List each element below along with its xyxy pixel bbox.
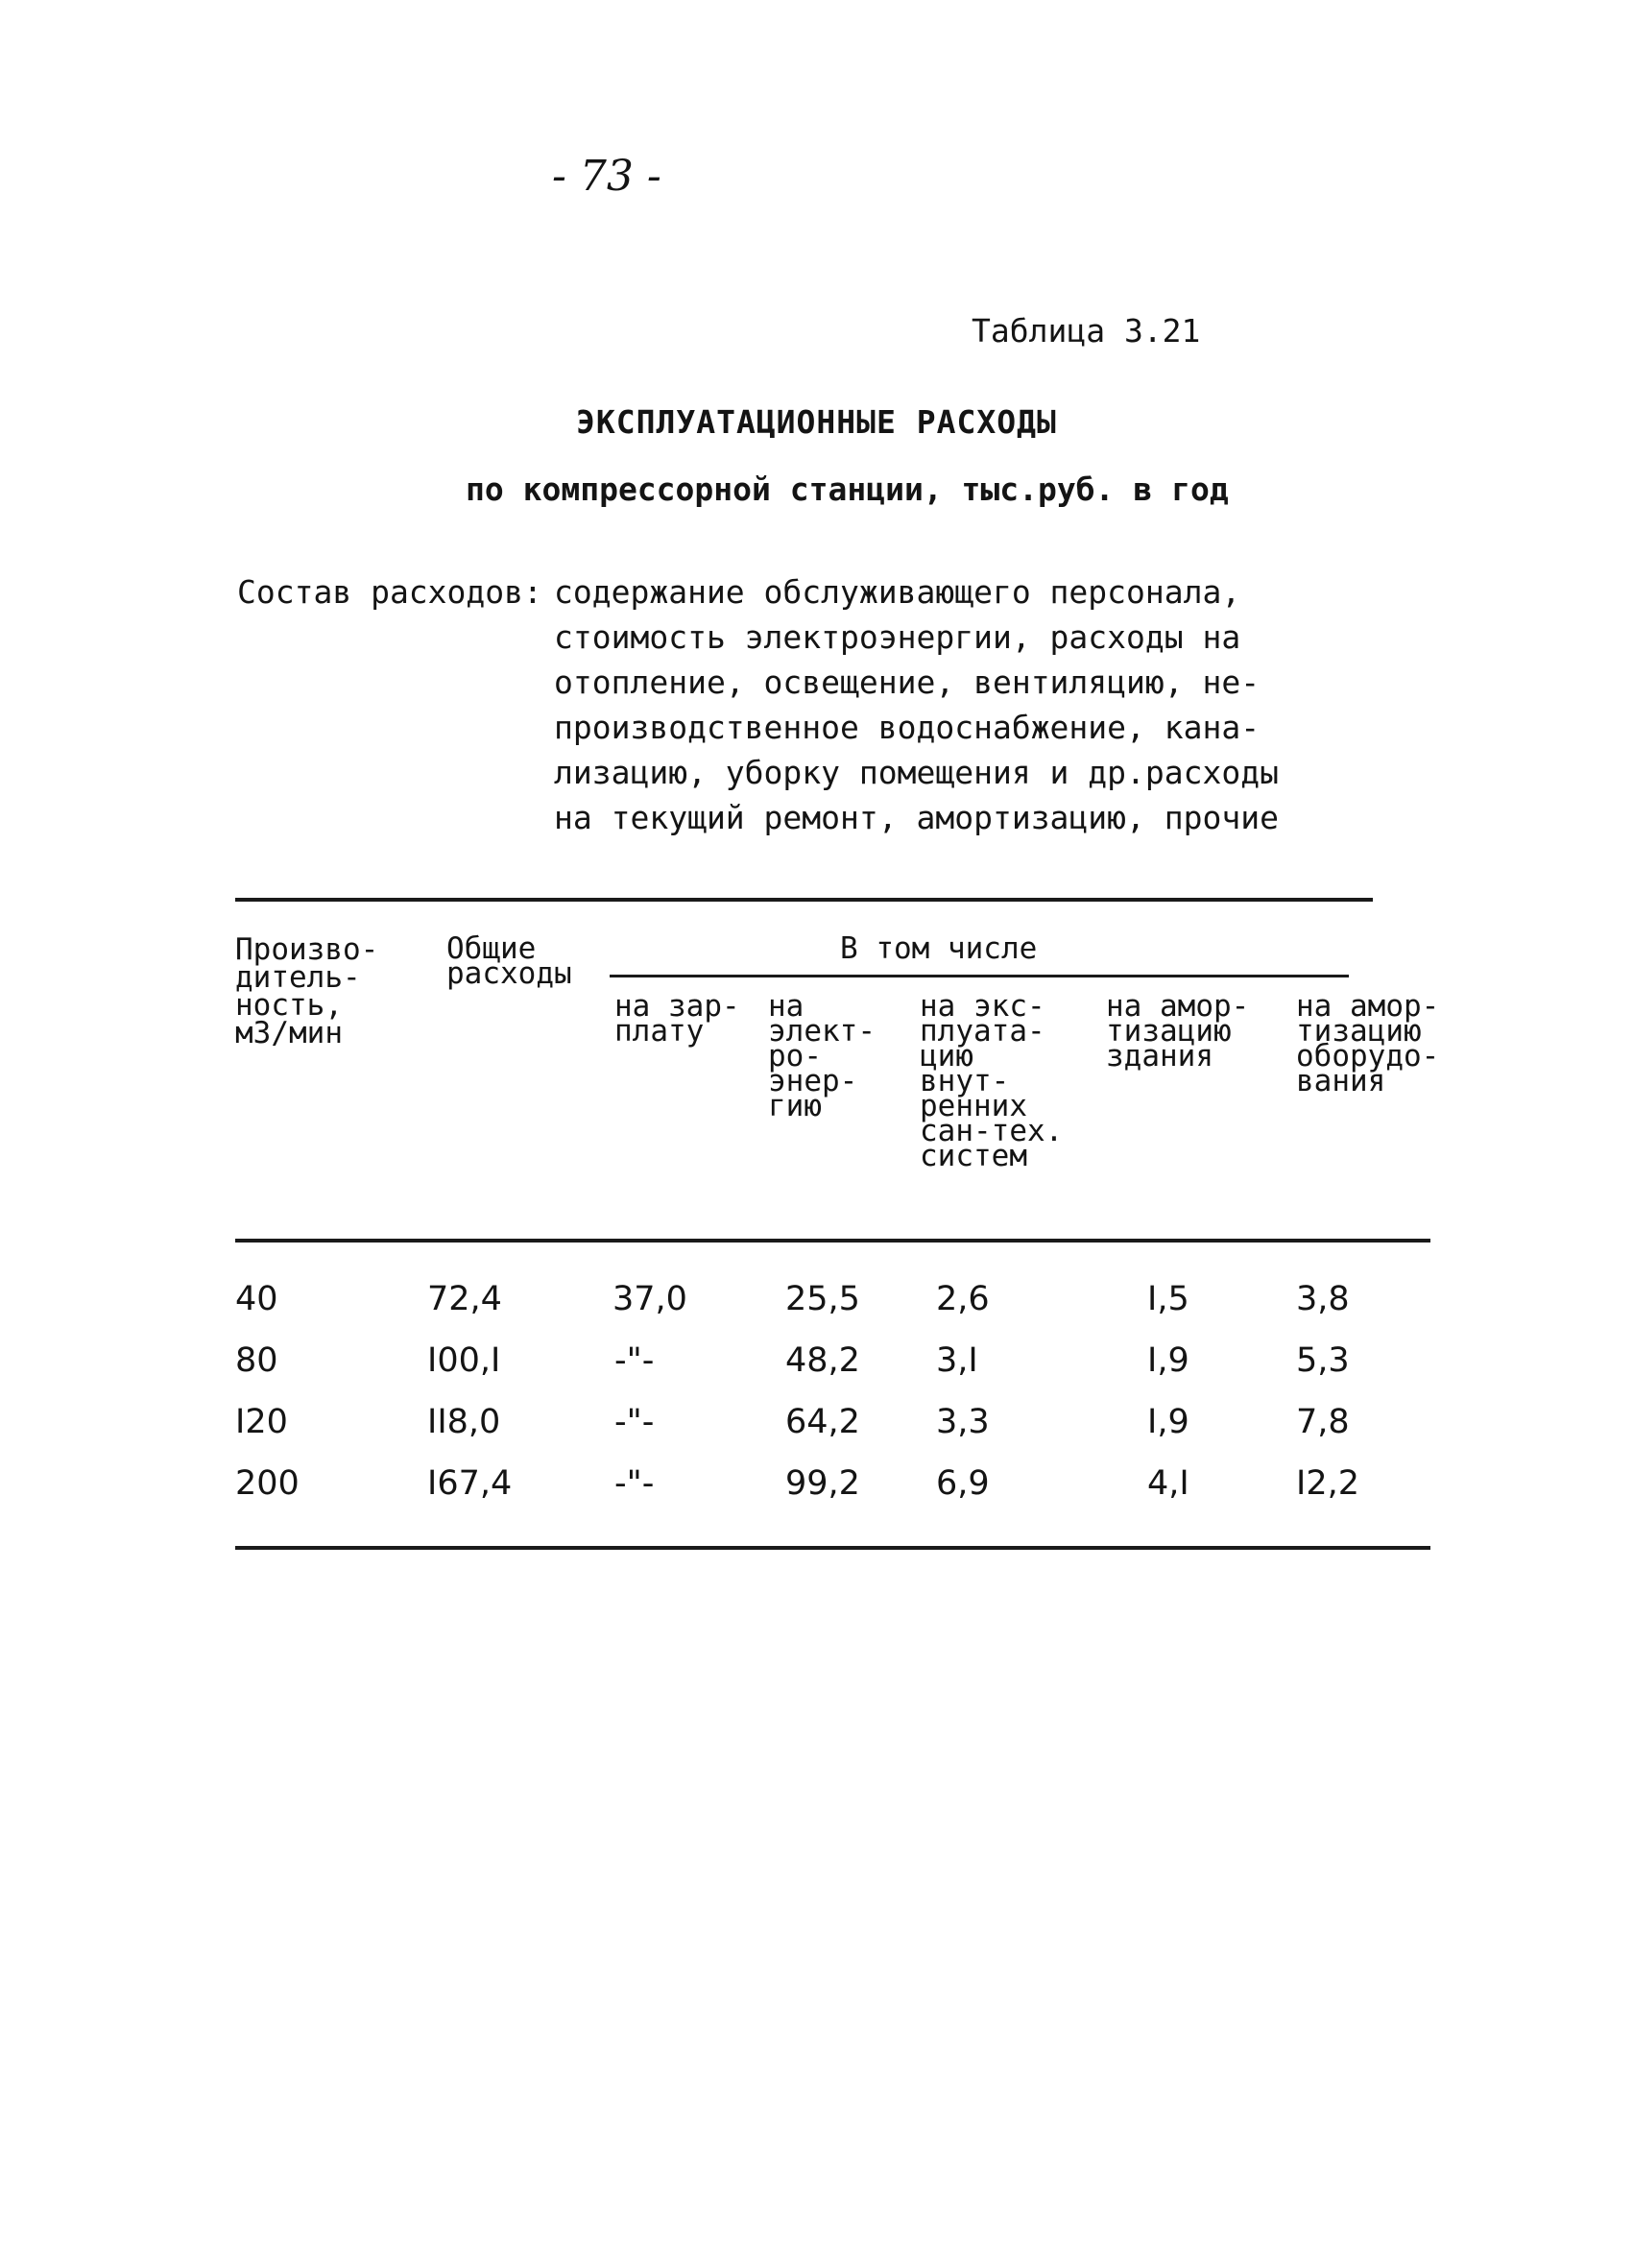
- cell-equipment-depreciation: I2,2: [1296, 1464, 1359, 1503]
- cell-total: II8,0: [427, 1403, 501, 1441]
- header-electricity: на элект- ро- энер- гию: [768, 989, 876, 1123]
- header-building-depreciation: на амор- тизацию здания: [1106, 989, 1250, 1074]
- table-title: ЭКСПЛУАТАЦИОННЫЕ РАСХОДЫ: [576, 403, 1057, 441]
- cell-electricity: 64,2: [785, 1403, 860, 1441]
- header-operation: на экс- плуата- цию внут- ренних сан-тех. систем: [920, 989, 1064, 1173]
- cell-operation: 3,3: [936, 1403, 990, 1441]
- header-equipment-depreciation: на амор- тизацию оборудо- вания: [1296, 989, 1440, 1098]
- cell-electricity: 25,5: [785, 1280, 860, 1318]
- header-total: Общие расходы: [446, 931, 572, 991]
- cell-electricity: 48,2: [785, 1341, 860, 1380]
- expense-composition: [237, 569, 1279, 840]
- cell-salary: 37,0: [612, 1280, 687, 1318]
- table-top-rule: [235, 898, 1373, 902]
- cell-equipment-depreciation: 5,3: [1296, 1341, 1350, 1380]
- cell-salary: -"-: [614, 1464, 655, 1503]
- cell-salary: -"-: [614, 1341, 655, 1380]
- cell-productivity: 200: [235, 1464, 300, 1503]
- cell-equipment-depreciation: 7,8: [1296, 1403, 1350, 1441]
- composition-line: лизацию, уборку помещения и др.расходы: [554, 754, 1279, 791]
- composition-line: производственное водоснабжение, кана-: [554, 709, 1261, 746]
- group-header-rule: [610, 975, 1349, 977]
- page-number: - 73 -: [552, 152, 661, 201]
- cell-building-depreciation: I,9: [1147, 1341, 1189, 1380]
- cell-building-depreciation: 4,I: [1147, 1464, 1189, 1503]
- cell-building-depreciation: I,5: [1147, 1280, 1189, 1318]
- cell-operation: 6,9: [936, 1464, 990, 1503]
- composition-text: [554, 569, 1279, 840]
- composition-line: отопление, освещение, вентиляцию, не-: [554, 664, 1261, 701]
- cell-salary: -"-: [614, 1403, 655, 1441]
- cell-productivity: 80: [235, 1341, 278, 1380]
- cell-total: I67,4: [427, 1464, 513, 1503]
- composition-line: содержание обслуживающего персонала,: [554, 573, 1241, 611]
- cell-productivity: 40: [235, 1280, 278, 1318]
- cell-equipment-depreciation: 3,8: [1296, 1280, 1350, 1318]
- header-salary: на зар- плату: [614, 989, 740, 1049]
- table-bottom-rule: [235, 1546, 1430, 1550]
- composition-line: стоимость электроэнергии, расходы на: [554, 618, 1241, 656]
- cell-building-depreciation: I,9: [1147, 1403, 1189, 1441]
- header-group: В том числе: [840, 931, 1038, 966]
- composition-line: на текущий ремонт, амортизацию, прочие: [554, 799, 1279, 836]
- cell-total: I00,I: [427, 1341, 501, 1380]
- table-number: Таблица 3.21: [972, 312, 1201, 350]
- header-productivity: Произво- дитель- ность, м3/мин: [235, 932, 379, 1050]
- cell-operation: 2,6: [936, 1280, 990, 1318]
- cell-total: 72,4: [427, 1280, 502, 1318]
- cell-electricity: 99,2: [785, 1464, 860, 1503]
- cell-operation: 3,I: [936, 1341, 978, 1380]
- cell-productivity: I20: [235, 1403, 288, 1441]
- composition-label: Состав расходов:: [237, 573, 542, 611]
- table-subtitle: по компрессорной станции, тыс.руб. в год: [466, 470, 1229, 508]
- header-bottom-rule: [235, 1239, 1430, 1243]
